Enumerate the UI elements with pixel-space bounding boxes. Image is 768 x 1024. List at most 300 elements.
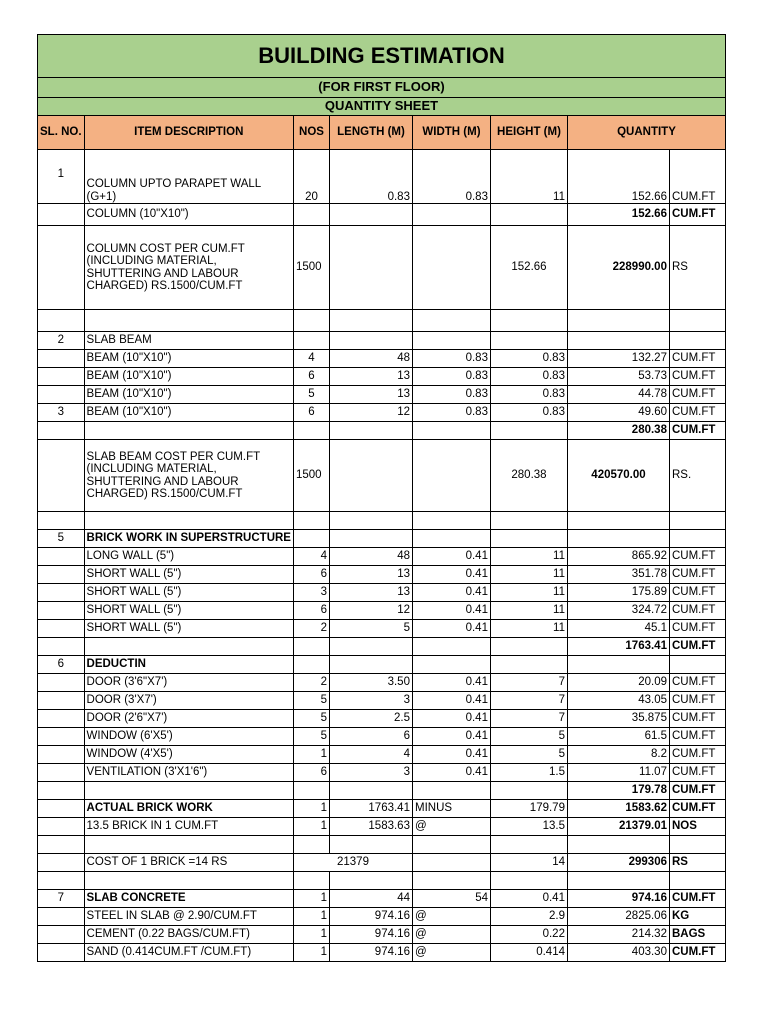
cell-unit: CUM.FT — [669, 782, 725, 800]
cell-sl — [38, 368, 85, 386]
cell-desc — [84, 422, 293, 440]
cell-height: 152.66 — [490, 226, 567, 310]
cell-qty: 61.5 — [567, 728, 669, 746]
cell-qty: 44.78 — [567, 386, 669, 404]
cell-qty: 35.875 — [567, 710, 669, 728]
cell-width: 54 — [412, 890, 490, 908]
cell-nos — [293, 638, 329, 656]
cell-length: 4 — [329, 746, 412, 764]
cell-width: 0.83 — [412, 150, 490, 204]
cell-length: 3.50 — [329, 674, 412, 692]
cell-unit: CUM.FT — [669, 584, 725, 602]
table-row — [38, 890, 726, 908]
cell-desc: SAND (0.414CUM.FT /CUM.FT) — [84, 944, 293, 962]
cell — [293, 656, 329, 674]
cell-qty: 11.07 — [567, 764, 669, 782]
cell-qty: 865.92 — [567, 548, 669, 566]
cell-desc: DEDUCTIN — [84, 656, 293, 674]
cell-height: 179.79 — [490, 800, 567, 818]
spacer-row — [38, 872, 726, 890]
cell-unit: CUM.FT — [669, 150, 725, 204]
cell — [84, 872, 293, 890]
cell-height: 11 — [490, 584, 567, 602]
sheet-subtitle: (FOR FIRST FLOOR) — [38, 78, 726, 98]
quantity-sheet-table — [37, 34, 726, 962]
cell-length — [329, 782, 412, 800]
cell-desc: VENTILATION (3'X1'6") — [84, 764, 293, 782]
cell — [293, 530, 329, 548]
cell-qty: 175.89 — [567, 584, 669, 602]
cell — [329, 836, 412, 854]
cell-unit: NOS — [669, 818, 725, 836]
cell — [669, 512, 725, 530]
table-row — [38, 150, 726, 204]
cell-width: 0.41 — [412, 548, 490, 566]
cell-length: 1763.41 — [329, 800, 412, 818]
cell-sl — [38, 764, 85, 782]
cell-sl — [38, 422, 85, 440]
cell — [412, 836, 490, 854]
table-row — [38, 908, 726, 926]
cell-nos: 1500 — [293, 226, 329, 310]
cell-width — [412, 422, 490, 440]
cell-qty: 420570.00 — [567, 440, 669, 512]
cell-width: 0.41 — [412, 566, 490, 584]
cell-width: 0.41 — [412, 764, 490, 782]
table-row — [38, 746, 726, 764]
cell-height: 0.41 — [490, 890, 567, 908]
cell-height: 2.9 — [490, 908, 567, 926]
cell-desc: SLAB BEAM COST PER CUM.FT (INCLUDING MATERIAL, SHUTTERING AND LABOUR CHARGED) RS.1500/CUM.FT — [84, 440, 293, 512]
cell-length — [329, 204, 412, 226]
cell — [38, 836, 85, 854]
cell-sl: 7 — [38, 890, 85, 908]
cell — [490, 836, 567, 854]
cell-qty: 1583.62 — [567, 800, 669, 818]
table-row — [38, 566, 726, 584]
cell-sl — [38, 926, 85, 944]
table-row — [38, 800, 726, 818]
cell-length: 13 — [329, 584, 412, 602]
cell-sl — [38, 584, 85, 602]
cell-nos: 1 — [293, 926, 329, 944]
cell-sl — [38, 944, 85, 962]
table-row — [38, 368, 726, 386]
cell-unit: CUM.FT — [669, 386, 725, 404]
cell-qty: 280.38 — [567, 422, 669, 440]
cell-qty: 53.73 — [567, 368, 669, 386]
cell — [490, 872, 567, 890]
cell-sl — [38, 602, 85, 620]
cell-desc: SHORT WALL (5") — [84, 584, 293, 602]
cell-height: 0.83 — [490, 350, 567, 368]
cell-desc: COLUMN COST PER CUM.FT (INCLUDING MATERIAL, SHUTTERING AND LABOUR CHARGED) RS.1500/CUM.FT — [84, 226, 293, 310]
header-length: LENGTH (M) — [329, 116, 412, 150]
header-item-description: ITEM DESCRIPTION — [84, 116, 293, 150]
cell-nos: 5 — [293, 692, 329, 710]
cell-sl: 5 — [38, 530, 85, 548]
cell-qty: 974.16 — [567, 890, 669, 908]
cell — [329, 656, 412, 674]
cell-width: 0.83 — [412, 404, 490, 422]
cell-sl: 3 — [38, 404, 85, 422]
table-row — [38, 764, 726, 782]
table-row — [38, 548, 726, 566]
cell-sl — [38, 782, 85, 800]
cell-nos: 6 — [293, 602, 329, 620]
header-height: HEIGHT (M) — [490, 116, 567, 150]
cell-width — [412, 854, 490, 872]
cell-unit: CUM.FT — [669, 800, 725, 818]
cell-desc: BEAM (10"X10") — [84, 368, 293, 386]
cell-qty: 1763.41 — [567, 638, 669, 656]
cell-width: 0.41 — [412, 620, 490, 638]
cell-nos: 4 — [293, 350, 329, 368]
cell-nos: 1 — [293, 800, 329, 818]
cell-height: 7 — [490, 692, 567, 710]
cell — [490, 530, 567, 548]
cell-unit: CUM.FT — [669, 404, 725, 422]
cell — [567, 512, 669, 530]
spacer-row — [38, 310, 726, 332]
cell-height: 7 — [490, 710, 567, 728]
cell-nos: 5 — [293, 728, 329, 746]
cell-width: 0.41 — [412, 728, 490, 746]
cell-height: 5 — [490, 746, 567, 764]
cell-length — [329, 638, 412, 656]
cell-sl — [38, 908, 85, 926]
cell-width: 0.83 — [412, 386, 490, 404]
cell-sl — [38, 692, 85, 710]
cell-unit: CUM.FT — [669, 764, 725, 782]
cell-qty: 49.60 — [567, 404, 669, 422]
cell-qty: 20.09 — [567, 674, 669, 692]
cell-height: 0.83 — [490, 386, 567, 404]
cell-length: 12 — [329, 404, 412, 422]
cell-nos: 1 — [293, 818, 329, 836]
cell-nos — [293, 204, 329, 226]
cell — [412, 530, 490, 548]
spacer-row — [38, 512, 726, 530]
cell-width — [412, 204, 490, 226]
table-row — [38, 620, 726, 638]
cell-unit: CUM.FT — [669, 944, 725, 962]
table-row — [38, 926, 726, 944]
cell-length: 13 — [329, 566, 412, 584]
cell — [329, 872, 412, 890]
table-row — [38, 710, 726, 728]
cell-unit: KG — [669, 908, 725, 926]
cell-unit: CUM.FT — [669, 620, 725, 638]
cell-height: 11 — [490, 150, 567, 204]
cell-nos: 2 — [293, 620, 329, 638]
table-row — [38, 728, 726, 746]
cell-qty: 324.72 — [567, 602, 669, 620]
table-row — [38, 204, 726, 226]
cell-width: 0.41 — [412, 584, 490, 602]
header-nos: NOS — [293, 116, 329, 150]
cell — [669, 530, 725, 548]
cell — [567, 656, 669, 674]
cell-nos: 1 — [293, 944, 329, 962]
cell-nos: 6 — [293, 368, 329, 386]
cell-unit: CUM.FT — [669, 566, 725, 584]
table-row — [38, 440, 726, 512]
cell-length: 44 — [329, 890, 412, 908]
cell-sl — [38, 710, 85, 728]
cell-desc: 13.5 BRICK IN 1 CUM.FT — [84, 818, 293, 836]
cell-sl: 6 — [38, 656, 85, 674]
cell-desc — [84, 638, 293, 656]
table-row — [38, 422, 726, 440]
cell-qty: 21379.01 — [567, 818, 669, 836]
cell-height: 280.38 — [490, 440, 567, 512]
cell-width: @ — [412, 926, 490, 944]
table-row — [38, 656, 726, 674]
cell-length: 13 — [329, 368, 412, 386]
cell-desc — [84, 782, 293, 800]
cell-length: 5 — [329, 620, 412, 638]
cell-desc: SLAB CONCRETE — [84, 890, 293, 908]
header-width: WIDTH (M) — [412, 116, 490, 150]
cell-qty: 152.66 — [567, 150, 669, 204]
cell-desc: COST OF 1 BRICK =14 RS — [84, 854, 293, 872]
cell — [412, 656, 490, 674]
cell — [293, 512, 329, 530]
cell-desc: COLUMN UPTO PARAPET WALL (G+1) — [84, 150, 293, 204]
cell-nos — [293, 422, 329, 440]
cell-qty: 214.32 — [567, 926, 669, 944]
cell-sl — [38, 674, 85, 692]
cell-sl — [38, 818, 85, 836]
cell — [84, 836, 293, 854]
cell-qty: 45.1 — [567, 620, 669, 638]
table-row — [38, 332, 726, 350]
cell-length — [329, 226, 412, 310]
cell-length: 974.16 — [329, 908, 412, 926]
cell-nos: 1500 — [293, 440, 329, 512]
cell-unit: RS. — [669, 440, 725, 512]
cell-nos: 1 — [293, 746, 329, 764]
cell-length — [329, 440, 412, 512]
cell-width — [412, 440, 490, 512]
cell — [329, 512, 412, 530]
cell-height — [490, 638, 567, 656]
table-row — [38, 530, 726, 548]
cell-height — [490, 422, 567, 440]
cell-desc: BRICK WORK IN SUPERSTRUCTURE — [84, 530, 293, 548]
cell-desc: SLAB BEAM — [84, 332, 293, 350]
cell-unit: CUM.FT — [669, 350, 725, 368]
cell-desc: COLUMN (10"X10") — [84, 204, 293, 226]
table-row — [38, 944, 726, 962]
cell-sl — [38, 350, 85, 368]
cell-sl — [38, 226, 85, 310]
cell — [567, 836, 669, 854]
cell-desc: DOOR (2'6"X7') — [84, 710, 293, 728]
cell-sl — [38, 746, 85, 764]
table-row — [38, 818, 726, 836]
cell-height: 11 — [490, 548, 567, 566]
table-row — [38, 782, 726, 800]
cell-height: 0.22 — [490, 926, 567, 944]
cell-qty: 228990.00 — [567, 226, 669, 310]
cell-desc: WINDOW (6'X5') — [84, 728, 293, 746]
cell-height — [490, 782, 567, 800]
cell-desc: DOOR (3'6"X7') — [84, 674, 293, 692]
cell-qty: 43.05 — [567, 692, 669, 710]
spacer-row — [38, 836, 726, 854]
cell-nos: 1 — [293, 890, 329, 908]
cell — [567, 872, 669, 890]
cell — [38, 872, 85, 890]
table-row — [38, 692, 726, 710]
cell-width — [412, 782, 490, 800]
cell-sl — [38, 638, 85, 656]
cell-unit: CUM.FT — [669, 674, 725, 692]
cell-desc: BEAM (10"X10") — [84, 404, 293, 422]
cell-desc: SHORT WALL (5") — [84, 566, 293, 584]
cell-width — [412, 638, 490, 656]
cell-length: 48 — [329, 350, 412, 368]
cell-qty: 132.27 — [567, 350, 669, 368]
cell-width: 0.41 — [412, 692, 490, 710]
cell-nos: 20 — [293, 150, 329, 204]
cell-desc: CEMENT (0.22 BAGS/CUM.FT) — [84, 926, 293, 944]
cell-height: 0.83 — [490, 404, 567, 422]
cell-unit: CUM.FT — [669, 368, 725, 386]
cell-qty: 179.78 — [567, 782, 669, 800]
cell-unit: CUM.FT — [669, 638, 725, 656]
cell-height: 0.414 — [490, 944, 567, 962]
cell-height: 13.5 — [490, 818, 567, 836]
cell-length: 3 — [329, 692, 412, 710]
cell-qty: 2825.06 — [567, 908, 669, 926]
cell-length: 13 — [329, 386, 412, 404]
cell — [490, 512, 567, 530]
table-row — [38, 404, 726, 422]
table-row — [38, 350, 726, 368]
table-row — [38, 602, 726, 620]
cell-qty: 8.2 — [567, 746, 669, 764]
table-row — [38, 386, 726, 404]
cell-height: 11 — [490, 566, 567, 584]
cell — [412, 512, 490, 530]
cell-width: 0.41 — [412, 746, 490, 764]
cell-unit: CUM.FT — [669, 728, 725, 746]
cell-length: 974.16 — [329, 926, 412, 944]
cell-sl — [38, 548, 85, 566]
cell-height: 11 — [490, 620, 567, 638]
header-sl-no: SL. NO. — [38, 116, 85, 150]
cell — [567, 530, 669, 548]
cell — [490, 656, 567, 674]
cell-length: 0.83 — [329, 150, 412, 204]
cell — [293, 836, 329, 854]
cell — [38, 512, 85, 530]
cell-length: 6 — [329, 728, 412, 746]
cell-nos: 6 — [293, 764, 329, 782]
cell-width: @ — [412, 818, 490, 836]
cell — [669, 656, 725, 674]
cell-length: 12 — [329, 602, 412, 620]
cell — [412, 872, 490, 890]
cell-width: 0.41 — [412, 710, 490, 728]
cell-unit: CUM.FT — [669, 710, 725, 728]
cell-sl — [38, 204, 85, 226]
cell-nos-length: 21379 — [293, 854, 412, 872]
cell-sl: 1 — [38, 150, 85, 204]
cell-nos: 3 — [293, 584, 329, 602]
cell-qty: 299306 — [567, 854, 669, 872]
cell-unit: CUM.FT — [669, 548, 725, 566]
cell-length: 2.5 — [329, 710, 412, 728]
header-quantity: QUANTITY — [567, 116, 725, 150]
cell-sl — [38, 386, 85, 404]
cell-qty: 403.30 — [567, 944, 669, 962]
table-row — [38, 638, 726, 656]
cell — [669, 872, 725, 890]
cell-nos: 5 — [293, 710, 329, 728]
cell-unit: CUM.FT — [669, 890, 725, 908]
cell-desc: STEEL IN SLAB @ 2.90/CUM.FT — [84, 908, 293, 926]
cell-height: 14 — [490, 854, 567, 872]
cell-nos: 5 — [293, 386, 329, 404]
cell-sl — [38, 854, 85, 872]
cell-nos: 2 — [293, 674, 329, 692]
cell-unit: CUM.FT — [669, 422, 725, 440]
cell-unit: RS — [669, 226, 725, 310]
cell-height: 1.5 — [490, 764, 567, 782]
cell-desc: SHORT WALL (5") — [84, 602, 293, 620]
cell-qty: 152.66 — [567, 204, 669, 226]
sheet-name: QUANTITY SHEET — [38, 98, 726, 116]
cell-width: @ — [412, 944, 490, 962]
cell-height: 11 — [490, 602, 567, 620]
table-row — [38, 674, 726, 692]
table-row — [38, 226, 726, 310]
cell-nos: 6 — [293, 404, 329, 422]
cell-width: 0.83 — [412, 350, 490, 368]
cell-nos: 1 — [293, 908, 329, 926]
cell-height: 0.83 — [490, 368, 567, 386]
cell-desc: SHORT WALL (5") — [84, 620, 293, 638]
table-row — [38, 854, 726, 872]
cell-desc: BEAM (10"X10") — [84, 350, 293, 368]
cell-unit: CUM.FT — [669, 204, 725, 226]
cell-unit: CUM.FT — [669, 602, 725, 620]
cell-unit: BAGS — [669, 926, 725, 944]
cell-height — [490, 204, 567, 226]
cell-width: 0.83 — [412, 368, 490, 386]
cell — [84, 512, 293, 530]
cell-width: 0.41 — [412, 674, 490, 692]
cell-sl — [38, 728, 85, 746]
cell-width: MINUS — [412, 800, 490, 818]
cell-unit: RS — [669, 854, 725, 872]
cell-width — [412, 226, 490, 310]
cell-width: @ — [412, 908, 490, 926]
cell-sl: 2 — [38, 332, 85, 350]
cell-nos — [293, 782, 329, 800]
cell-length — [329, 422, 412, 440]
cell-length: 974.16 — [329, 944, 412, 962]
cell-unit: CUM.FT — [669, 692, 725, 710]
cell — [293, 872, 329, 890]
cell-unit: CUM.FT — [669, 746, 725, 764]
cell-desc: WINDOW (4'X5') — [84, 746, 293, 764]
cell-length: 3 — [329, 764, 412, 782]
